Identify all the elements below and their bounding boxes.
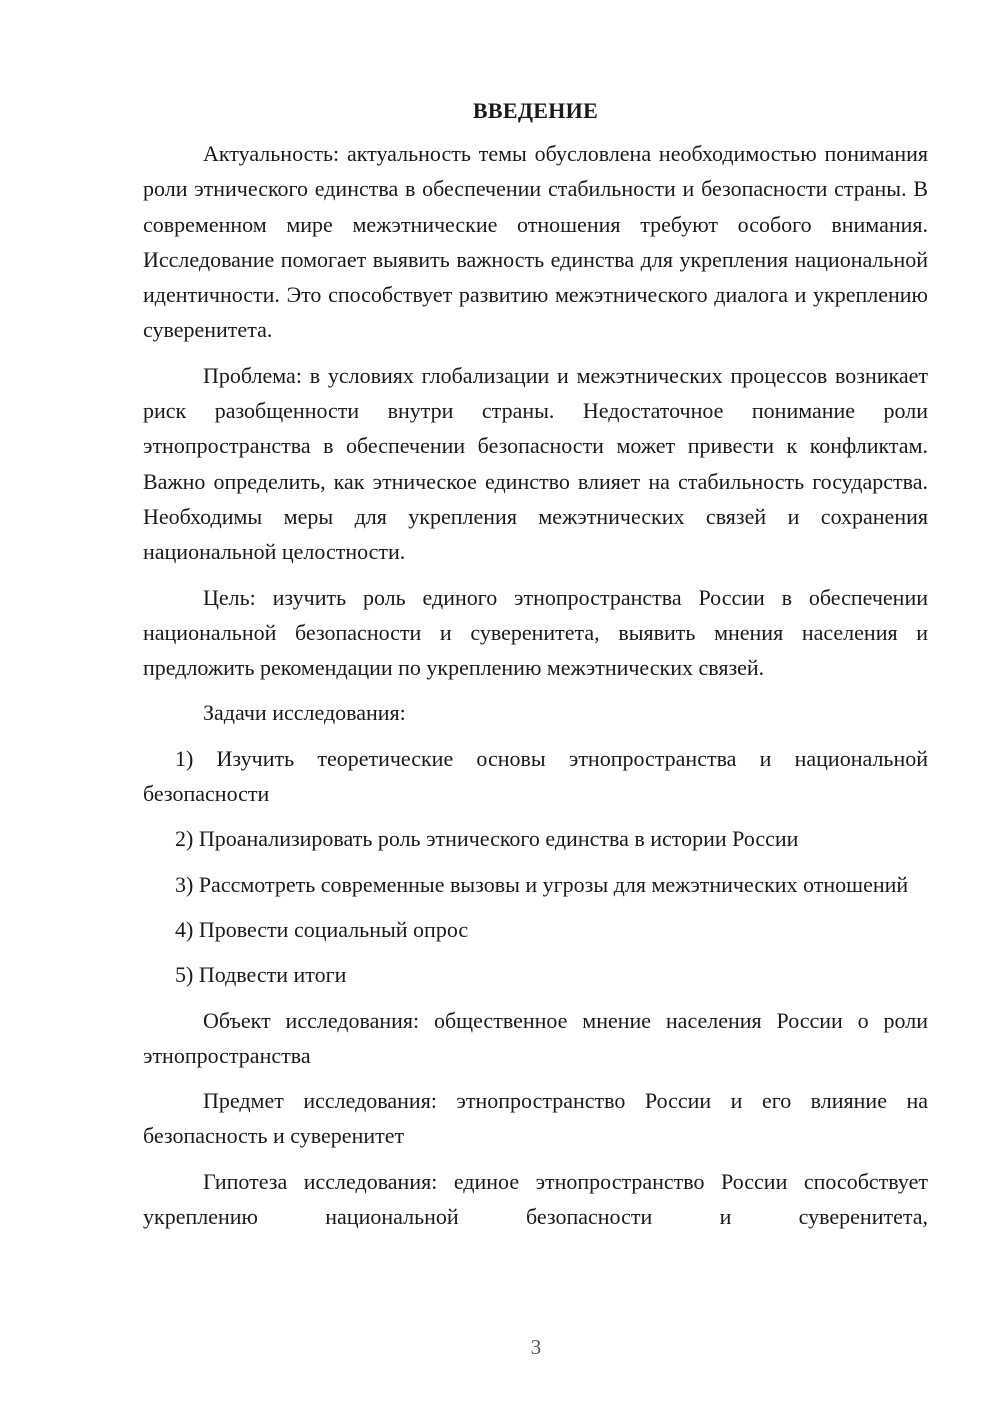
goal-paragraph: Цель: изучить роль единого этнопространства России в обеспечении национальной безопасности и суверенитета, выявить мнения населения и предложить рекомендации по укреплению межэтнических связей.	[143, 584, 928, 681]
object-paragraph: Объект исследования: общественное мнение населения России о роли этнопространства	[143, 1007, 928, 1068]
task-item-2: 2) Проанализировать роль этнического единства в истории России	[175, 826, 799, 852]
tasks-heading: Задачи исследования:	[203, 700, 406, 726]
problem-paragraph: Проблема: в условиях глобализации и межэтнических процессов возникает риск разобщенности внутри страны. Недостаточное понимание роли этнопространства в обеспечении безопасности может привести к конфликтам. Важно определить, как этническое единство влияет на стабильность государства. Необходимы меры для укрепления межэтнических связей и сохранения национальной целостности.	[143, 362, 928, 565]
task-item-5: 5) Подвести итоги	[175, 962, 347, 988]
document-page	[143, 96, 928, 1244]
relevance-paragraph: Актуальность: актуальность темы обусловлена необходимостью понимания роли этнического единства в обеспечении стабильности и безопасности страны. В современном мире межэтнические отношения требуют особого внимания. Исследование помогает выявить важность единства для укрепления национальной идентичности. Это способствует развитию межэтнического диалога и укреплению суверенитета.	[143, 141, 928, 343]
section-title: ВВЕДЕНИЕ	[472, 98, 599, 123]
subject-paragraph: Предмет исследования: этнопространство России и его влияние на безопасность и суверенитет	[143, 1088, 928, 1149]
task-item-4: 4) Провести социальный опрос	[175, 916, 469, 942]
task-item-3: 3) Рассмотреть современные вызовы и угрозы для межэтнических отношений	[175, 871, 909, 897]
page-number: 3	[530, 1335, 542, 1359]
task-item-1: 1) Изучить теоретические основы этнопространства и национальной безопасности	[143, 745, 928, 807]
hypothesis-paragraph: Гипотеза исследования: единое этнопространство России способствует укреплению национальной безопасности и суверенитета,	[143, 1168, 928, 1230]
